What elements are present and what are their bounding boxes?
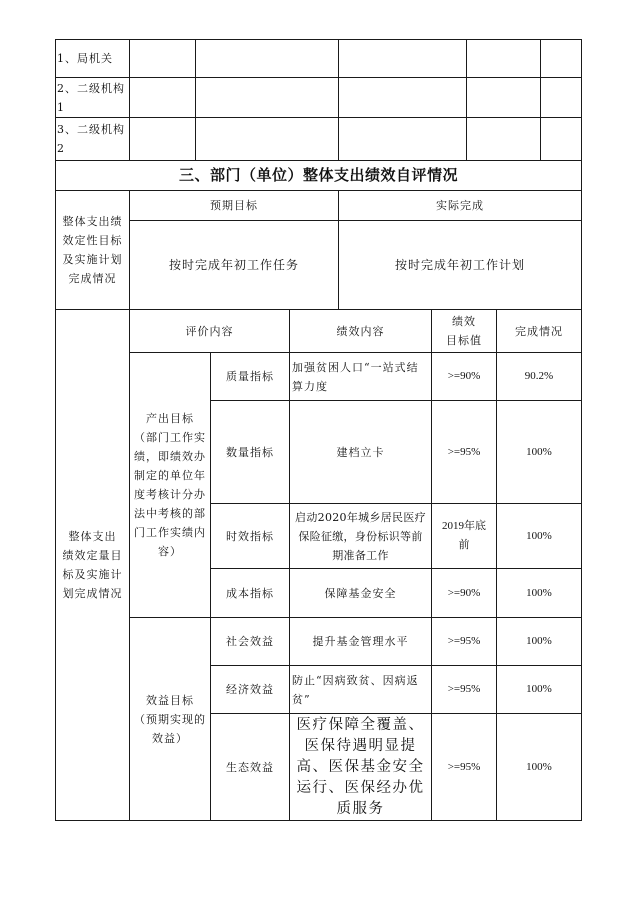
indicator-completion: 100%	[526, 760, 552, 773]
indicator-content: 医疗保障全覆盖、 医保待遇明显提 高、医保基金安全 运行、医保经办优 质服务	[296, 716, 425, 817]
actual-completion-header: 实际完成	[436, 199, 484, 212]
indicator-completion: 100%	[526, 445, 552, 458]
indicator-completion: 100%	[526, 635, 552, 647]
indicator-target: >=95%	[447, 635, 481, 647]
benefit-goal-label: 效益目标 （预期实现的 效益）	[134, 693, 206, 745]
indicator-target: >=90%	[447, 586, 481, 599]
section-title: 三、部门（单位）整体支出绩效自评情况	[178, 166, 458, 184]
indicator-name: 社会效益	[226, 635, 274, 648]
indicator-content: 提升基金管理水平	[312, 635, 409, 648]
indicator-completion: 100%	[526, 683, 552, 695]
indicator-content: 加强贫困人口“一站式结 算力度	[292, 360, 419, 393]
indicator-target: 2019年底 前	[442, 520, 486, 551]
indicator-target: >=95%	[447, 760, 481, 773]
top-row-label: 1、局机关	[57, 52, 113, 65]
indicator-name: 数量指标	[226, 445, 274, 459]
indicator-name: 成本指标	[226, 586, 274, 600]
indicator-name: 生态效益	[226, 760, 274, 774]
indicator-content: 保障基金安全	[324, 586, 397, 600]
expected-goal-value: 按时完成年初工作任务	[168, 257, 299, 272]
output-goal-label: 产出目标 （部门工作实 绩，即绩效办 制定的单位年 度考核计分办 法中考核的部 门工作实绩内 容）	[134, 412, 206, 558]
indicator-content: 建档立卡	[336, 445, 385, 459]
header-completion: 完成情况	[515, 324, 563, 338]
indicator-target: >=95%	[447, 445, 481, 458]
indicator-content: 防止“因病致贫、因病返 贫”	[292, 673, 419, 706]
indicator-completion: 100%	[526, 529, 552, 542]
qualitative-row-label: 整体支出绩 效定性目标 及实施计划 完成情况	[62, 215, 123, 285]
expected-goal-header: 预期目标	[210, 199, 258, 212]
indicator-target: >=95%	[447, 683, 481, 695]
header-performance-content: 绩效内容	[336, 324, 385, 338]
actual-completion-value: 按时完成年初工作计划	[394, 257, 525, 272]
quantitative-row-label: 整体支出 绩效定量目 标及实施计 划完成情况	[62, 530, 123, 600]
header-evaluation-content: 评价内容	[185, 324, 234, 338]
indicator-completion: 90.2%	[524, 370, 554, 382]
top-row-label: 2、二级机构 1	[57, 81, 125, 114]
indicator-name: 经济效益	[226, 683, 274, 696]
indicator-name: 质量指标	[226, 370, 274, 383]
top-row-label: 3、二级机构 2	[57, 123, 125, 155]
indicator-content: 启动2020年城乡居民医疗 保险征缴，身份标识等前 期准备工作	[295, 510, 426, 562]
header-target-value: 绩效 目标值	[446, 315, 482, 347]
indicator-name: 时效指标	[226, 529, 274, 543]
indicator-target: >=90%	[447, 370, 481, 382]
indicator-completion: 100%	[526, 586, 552, 599]
